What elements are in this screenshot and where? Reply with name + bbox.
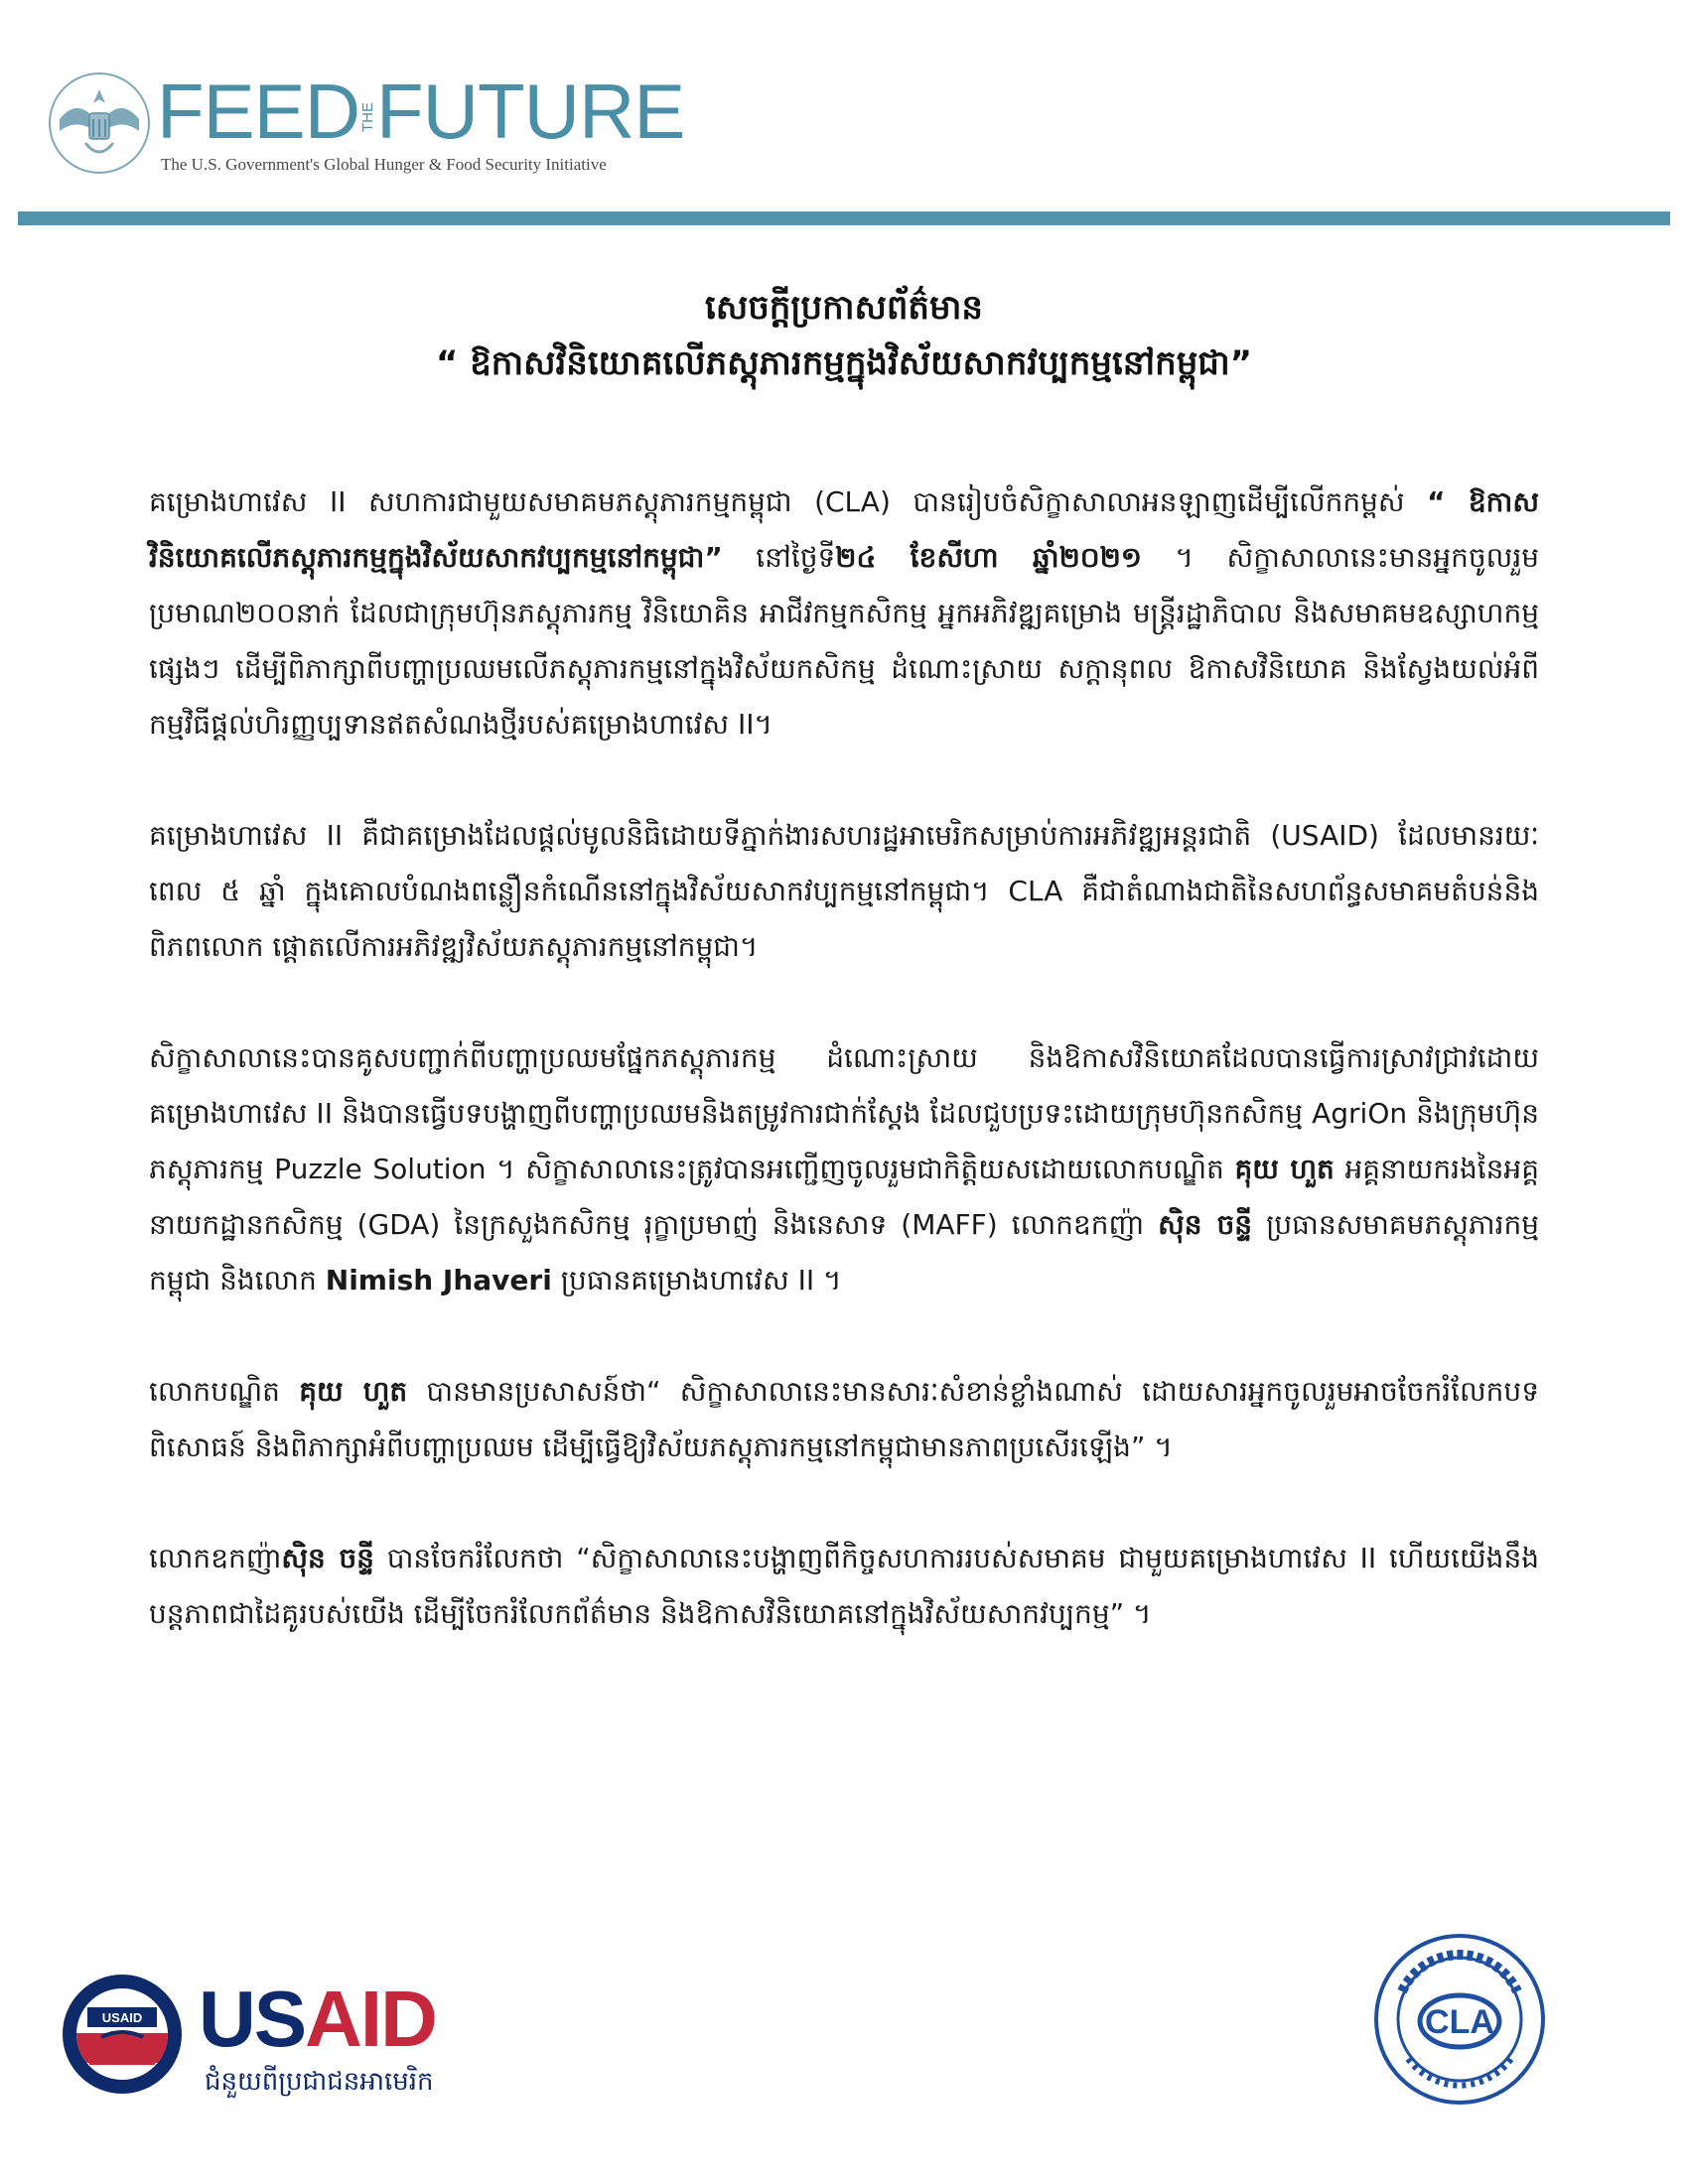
brand-future: FUTURE	[376, 68, 685, 155]
usaid-wordmark	[199, 1975, 436, 2063]
p3-bold-name-2: ស៊ិន ចន្ទី	[1158, 1208, 1252, 1241]
paragraph-2: គម្រោងហាវេស II គឺជាគម្រោងដែលផ្តល់មូលនិធិដោយទីភ្នាក់ងារសហរដ្ឋអាមេរិកសម្រាប់ការអភិវឌ្ឍអន្តរជាតិ (USAID) ដែលមានរយៈពេល ៥ ឆ្នាំ ក្នុងគោលបំណងពន្លឿនកំណើននៅក្នុងវិស័យសាកវប្បកម្មនៅកម្ពុជា។ CLA គឺជាតំណាងជាតិនៃសហព័ន្ធសមាគមតំបន់និងពិភពលោក ផ្តោតលើការអភិវឌ្ឍវិស័យភស្តុភារកម្មនៅកម្ពុជា។	[149, 819, 1539, 963]
document-title	[149, 280, 1539, 391]
usaid-word-us: US	[199, 1975, 306, 2063]
brand-the: THE	[359, 102, 377, 133]
usaid-seal-icon	[60, 1972, 185, 2097]
us-seal-icon	[46, 69, 153, 177]
cla-label: CLA	[1425, 2003, 1494, 2041]
p5-text-c: បានចែករំលែកថា “សិក្ខាសាលានេះបង្ហាញពីកិច្ចសហការរបស់សមាគម ជាមួយគម្រោងហាវេស II ហើយយើងនឹងបន្តភាពជាដៃគូរបស់យើង ដើម្បីចែករំលែកព័ត៌មាន និងឱកាសវិនិយោគនៅក្នុងវិស័យសាកវប្បកម្ម” ។	[149, 1542, 1539, 1630]
paragraph-3	[149, 1030, 1539, 1308]
cla-logo	[1372, 1932, 1547, 2107]
paragraph-4	[149, 1364, 1539, 1475]
usaid-word-aid: AID	[305, 1975, 436, 2063]
p3-bold-name-3: Nimish Jhaveri	[325, 1264, 552, 1297]
p4-bold-name: គុយ ហួត	[299, 1375, 408, 1408]
p1-text-c: នៅថ្ងៃទី	[722, 541, 836, 574]
p1-text-d: ។ សិក្ខាសាលានេះមានអ្នកចូលរួមប្រមាណ២០០នាក់ ដែលជាក្រុមហ៊ុនភស្តុភារកម្ម វិនិយោគិន អាជីវកម្មកសិកម្ម អ្នកអភិវឌ្ឍគម្រោង មន្ត្រីរដ្ឋាភិបាល និងសមាគមឧស្សាហកម្មផ្សេងៗ ដើម្បីពិភាក្សាពីបញ្ហាប្រឈមលើភស្តុភារកម្មនៅក្នុងវិស័យកសិកម្ម ដំណោះស្រាយ សក្តានុពល ឱកាសវិនិយោគ និងស្វែងយល់អំពីកម្មវិធីផ្តល់ហិរញ្ញប្បទានឥតសំណងថ្មីរបស់គម្រោងហាវេស II។	[149, 541, 1539, 741]
paragraph-5	[149, 1531, 1539, 1642]
p4-text-a: លោកបណ្ឌិត	[149, 1375, 300, 1408]
header-divider	[18, 211, 1670, 225]
brand-feed: FEED	[157, 68, 360, 155]
p1-text-a: គម្រោងហាវេស II សហការជាមួយសមាគមភស្តុភារកម្មកម្ពុជា (CLA) បានរៀបចំសិក្ខាសាលាអនឡាញដើម្បីលើកកម្ពស់	[149, 485, 1428, 518]
brand-tagline: The U.S. Government's Global Hunger & Food Security Initiative	[161, 155, 607, 174]
p3-text-c: អគ្គនាយករងនៃអគ្គនាយកដ្ឋានកសិកម្ម (GDA) នៃក្រសួងកសិកម្ម រុក្ខាប្រមាញ់ និងនេសាទ (MAFF) លោកឧកញ៉ា	[149, 1153, 1539, 1241]
p3-text-e: ប្រធានគម្រោងហាវេស II ។	[551, 1264, 842, 1297]
p5-text-a: លោកឧកញ៉ា	[149, 1542, 282, 1574]
p3-bold-name-1: គុយ ហួត	[1234, 1153, 1335, 1185]
p4-text-c: បានមានប្រសាសន៍ថា“ សិក្ខាសាលានេះមានសារៈសំខាន់ខ្លាំងណាស់ ដោយសារអ្នកចូលរួមអាចចែករំលែកបទពិសោធន៍ និងពិភាក្សាអំពីបញ្ហាប្រឈម ដើម្បីធ្វើឱ្យវិស័យភស្តុភារកម្មនៅកម្ពុជាមានភាពប្រសើរឡើង” ។	[149, 1375, 1539, 1463]
usaid-subtitle: ជំនួយពីប្រជាជនអាមេរិក	[205, 2067, 434, 2097]
feed-the-future-logo	[46, 64, 685, 181]
p5-bold-name: ស៊ិន ចន្ទី	[281, 1542, 374, 1574]
cla-badge-icon	[1372, 1932, 1547, 2107]
p3-text-a: សិក្ខាសាលានេះបានគូសបញ្ជាក់ពីបញ្ហាប្រឈមផ្នែកភស្តុភារកម្ម ដំណោះស្រាយ និងឱកាសវិនិយោគដែលបានធ្វើការស្រាវជ្រាវដោយគម្រោងហាវេស II និងបានធ្វើបទបង្ហាញពីបញ្ហាប្រឈមនិងតម្រូវការជាក់ស្តែង ដែលជួបប្រទះដោយក្រុមហ៊ុនកសិកម្ម AgriOn និងក្រុមហ៊ុនភស្តុភារកម្ម Puzzle Solution ។ សិក្ខាសាលានេះត្រូវបានអញ្ជើញចូលរួមជាកិត្តិយសដោយលោកបណ្ឌិត	[149, 1041, 1539, 1185]
p1-bold-title: “ ឱកាសវិនិយោគលើភស្តុភារកម្មក្នុងវិស័យសាកវប្បកម្មនៅកម្ពុជា”	[149, 485, 1539, 574]
usaid-logo	[60, 1972, 496, 2101]
p1-bold-date: ២៤ ខែសីហា ឆ្នាំ២០២១	[835, 541, 1142, 574]
title-line-1: សេចក្តីប្រកាសព័ត៌មាន	[705, 288, 983, 328]
press-release-body	[149, 475, 1539, 1698]
title-line-2: “ ឱកាសវិនិយោគលើភស្តុភារកម្មក្នុងវិស័យសាកវប្បកម្មនៅកម្ពុជា”	[435, 343, 1253, 383]
usaid-seal-label: USAID	[101, 2010, 143, 2025]
feed-the-future-wordmark	[157, 69, 684, 153]
paragraph-1	[149, 475, 1539, 752]
p3-text-d: ប្រធានសមាគមភស្តុភារកម្មកម្ពុជា និងលោក	[149, 1208, 1540, 1297]
